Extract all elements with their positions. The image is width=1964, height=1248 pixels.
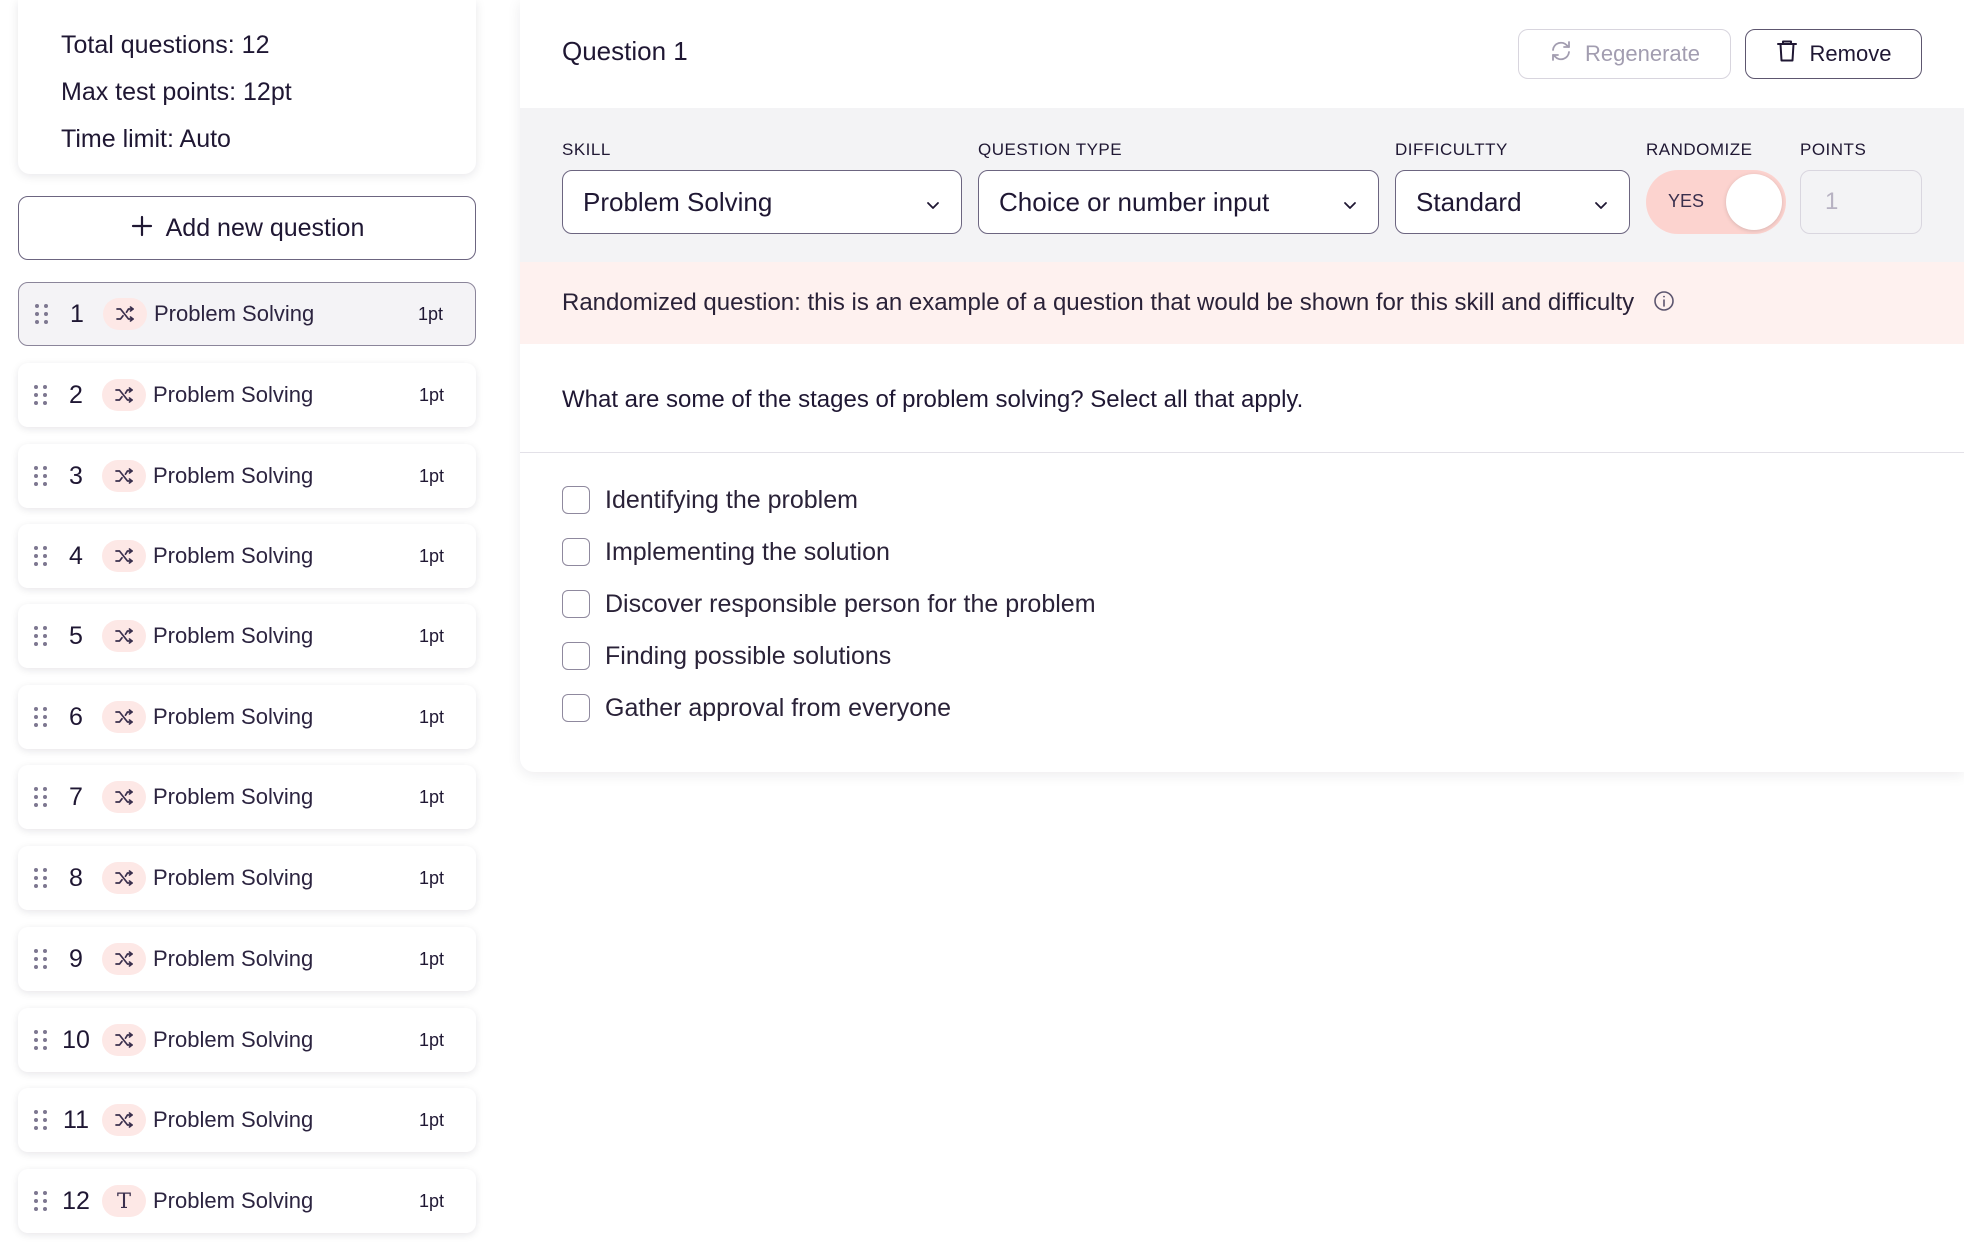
- answer-option[interactable]: [562, 682, 1096, 734]
- chevron-down-icon: [923, 191, 943, 222]
- question-points: 1pt: [418, 384, 444, 405]
- skill-value: Problem Solving: [583, 186, 773, 217]
- question-skill-label: Problem Solving: [153, 865, 314, 890]
- question-skill-label: Problem Solving: [153, 463, 314, 488]
- drag-handle-icon[interactable]: [34, 1030, 46, 1050]
- question-list-item[interactable]: [18, 765, 476, 829]
- question-points: 1pt: [418, 545, 444, 566]
- question-points: 1pt: [418, 465, 444, 486]
- question-number: 4: [69, 541, 83, 570]
- question-number: 10: [62, 1025, 90, 1054]
- question-number: 12: [62, 1186, 90, 1215]
- difficulty-value: Standard: [1416, 186, 1522, 217]
- remove-button[interactable]: [1745, 29, 1922, 79]
- question-skill-label: Problem Solving: [153, 1188, 314, 1213]
- question-list-item[interactable]: [18, 524, 476, 588]
- drag-handle-icon[interactable]: [34, 466, 46, 486]
- drag-handle-icon[interactable]: [34, 1110, 46, 1130]
- question-number: 9: [69, 944, 83, 973]
- drag-handle-icon[interactable]: [34, 546, 46, 566]
- max-points-text: Max test points: 12pt: [61, 78, 292, 106]
- question-type-select[interactable]: [978, 170, 1379, 234]
- question-list-item[interactable]: [18, 846, 476, 910]
- question-points: 1pt: [418, 1029, 444, 1050]
- question-points: 1pt: [418, 867, 444, 888]
- shuffle-icon: [102, 460, 146, 492]
- shuffle-icon: [102, 1104, 146, 1136]
- option-label: Finding possible solutions: [605, 641, 892, 670]
- option-label: Identifying the problem: [605, 485, 858, 514]
- shuffle-icon: [102, 540, 146, 572]
- shuffle-icon: [102, 620, 146, 652]
- option-checkbox[interactable]: [562, 590, 590, 618]
- add-new-question-button[interactable]: [18, 196, 476, 260]
- question-number: 6: [69, 702, 83, 731]
- option-label: Gather approval from everyone: [605, 693, 952, 722]
- question-skill-label: Problem Solving: [153, 1107, 314, 1132]
- shuffle-icon: [102, 701, 146, 733]
- drag-handle-icon[interactable]: [34, 707, 46, 727]
- trash-icon: [1776, 39, 1798, 69]
- info-icon[interactable]: [1652, 289, 1676, 320]
- question-points: 1pt: [418, 1109, 444, 1130]
- question-points: 1pt: [418, 625, 444, 646]
- chevron-down-icon: [1591, 191, 1611, 222]
- remove-label: Remove: [1809, 41, 1892, 66]
- question-points: 1pt: [418, 706, 444, 727]
- question-number: 7: [69, 782, 83, 811]
- randomized-notice: [520, 262, 1964, 344]
- option-checkbox[interactable]: [562, 694, 590, 722]
- question-list-item[interactable]: [18, 282, 476, 346]
- question-skill-label: Problem Solving: [153, 1027, 314, 1052]
- question-number: 5: [69, 621, 83, 650]
- shuffle-icon: [102, 1024, 146, 1056]
- option-checkbox[interactable]: [562, 538, 590, 566]
- question-skill-label: Problem Solving: [153, 784, 314, 809]
- question-number: 1: [70, 299, 84, 328]
- option-label: Discover responsible person for the problem: [605, 589, 1096, 618]
- question-skill-label: Problem Solving: [153, 382, 314, 407]
- question-number: 11: [63, 1105, 89, 1134]
- text-icon: T: [102, 1185, 146, 1217]
- question-number: 2: [69, 380, 83, 409]
- regenerate-button[interactable]: [1518, 29, 1731, 79]
- regenerate-label: Regenerate: [1585, 41, 1700, 66]
- shuffle-icon: [102, 781, 146, 813]
- drag-handle-icon[interactable]: [34, 949, 46, 969]
- question-skill-label: Problem Solving: [154, 301, 315, 326]
- question-skill-label: Problem Solving: [153, 623, 314, 648]
- total-questions-text: Total questions: 12: [61, 31, 270, 59]
- plus-icon: [130, 211, 154, 243]
- drag-handle-icon[interactable]: [35, 304, 47, 324]
- question-type-value: Choice or number input: [999, 186, 1270, 217]
- toggle-knob: [1726, 174, 1782, 230]
- question-list-item[interactable]: [18, 604, 476, 668]
- points-label: POINTS: [1800, 140, 1867, 159]
- add-new-question-label: Add new question: [165, 213, 365, 242]
- question-skill-label: Problem Solving: [153, 946, 314, 971]
- time-limit-text: Time limit: Auto: [61, 125, 231, 153]
- question-number: 3: [69, 461, 83, 490]
- randomize-label: RANDOMIZE: [1646, 140, 1753, 159]
- option-checkbox[interactable]: [562, 642, 590, 670]
- question-points: 1pt: [418, 1190, 444, 1211]
- answer-option[interactable]: [562, 474, 1096, 526]
- shuffle-icon: [102, 862, 146, 894]
- question-list-item[interactable]: [18, 363, 476, 427]
- answer-option[interactable]: [562, 578, 1096, 630]
- question-skill-label: Problem Solving: [153, 704, 314, 729]
- chevron-down-icon: [1340, 191, 1360, 222]
- option-checkbox[interactable]: [562, 486, 590, 514]
- answer-options: [562, 474, 1096, 734]
- skill-select[interactable]: [562, 170, 962, 234]
- question-skill-label: Problem Solving: [153, 543, 314, 568]
- randomize-toggle[interactable]: [1646, 170, 1786, 234]
- test-summary-card: [18, 0, 476, 174]
- randomized-notice-text: Randomized question: this is an example of a question that would be shown for this skill and difficulty: [562, 289, 1635, 316]
- drag-handle-icon[interactable]: [34, 385, 46, 405]
- drag-handle-icon[interactable]: [34, 787, 46, 807]
- answer-option[interactable]: [562, 630, 1096, 682]
- difficulty-select[interactable]: [1395, 170, 1630, 234]
- question-editor-panel: [520, 0, 1964, 772]
- shuffle-icon: [103, 298, 147, 330]
- question-points: 1pt: [418, 786, 444, 807]
- question-points: 1pt: [417, 303, 443, 324]
- question-list-item[interactable]: [18, 444, 476, 508]
- question-list-item[interactable]: [18, 1008, 476, 1072]
- question-list-item[interactable]: [18, 1088, 476, 1152]
- question-prompt: What are some of the stages of problem solving? Select all that apply.: [520, 344, 1964, 453]
- question-list-item[interactable]: [18, 1169, 476, 1233]
- randomize-toggle-text: YES: [1668, 191, 1705, 211]
- drag-handle-icon[interactable]: [34, 626, 46, 646]
- difficulty-label: DIFFICULTTY: [1395, 140, 1508, 159]
- question-type-label: QUESTION TYPE: [978, 140, 1123, 159]
- skill-label: SKILL: [562, 140, 611, 159]
- question-points: 1pt: [418, 948, 444, 969]
- question-settings-bar: [520, 108, 1964, 262]
- refresh-icon: [1549, 39, 1573, 69]
- drag-handle-icon[interactable]: [34, 868, 46, 888]
- question-title: Question 1: [562, 36, 688, 66]
- drag-handle-icon[interactable]: [34, 1191, 46, 1211]
- question-header: [520, 0, 1964, 108]
- question-number: 8: [69, 863, 83, 892]
- question-list-item[interactable]: [18, 927, 476, 991]
- option-label: Implementing the solution: [605, 537, 890, 566]
- question-list-item[interactable]: [18, 685, 476, 749]
- shuffle-icon: [102, 943, 146, 975]
- shuffle-icon: [102, 379, 146, 411]
- answer-option[interactable]: [562, 526, 1096, 578]
- points-input[interactable]: 1: [1800, 170, 1922, 234]
